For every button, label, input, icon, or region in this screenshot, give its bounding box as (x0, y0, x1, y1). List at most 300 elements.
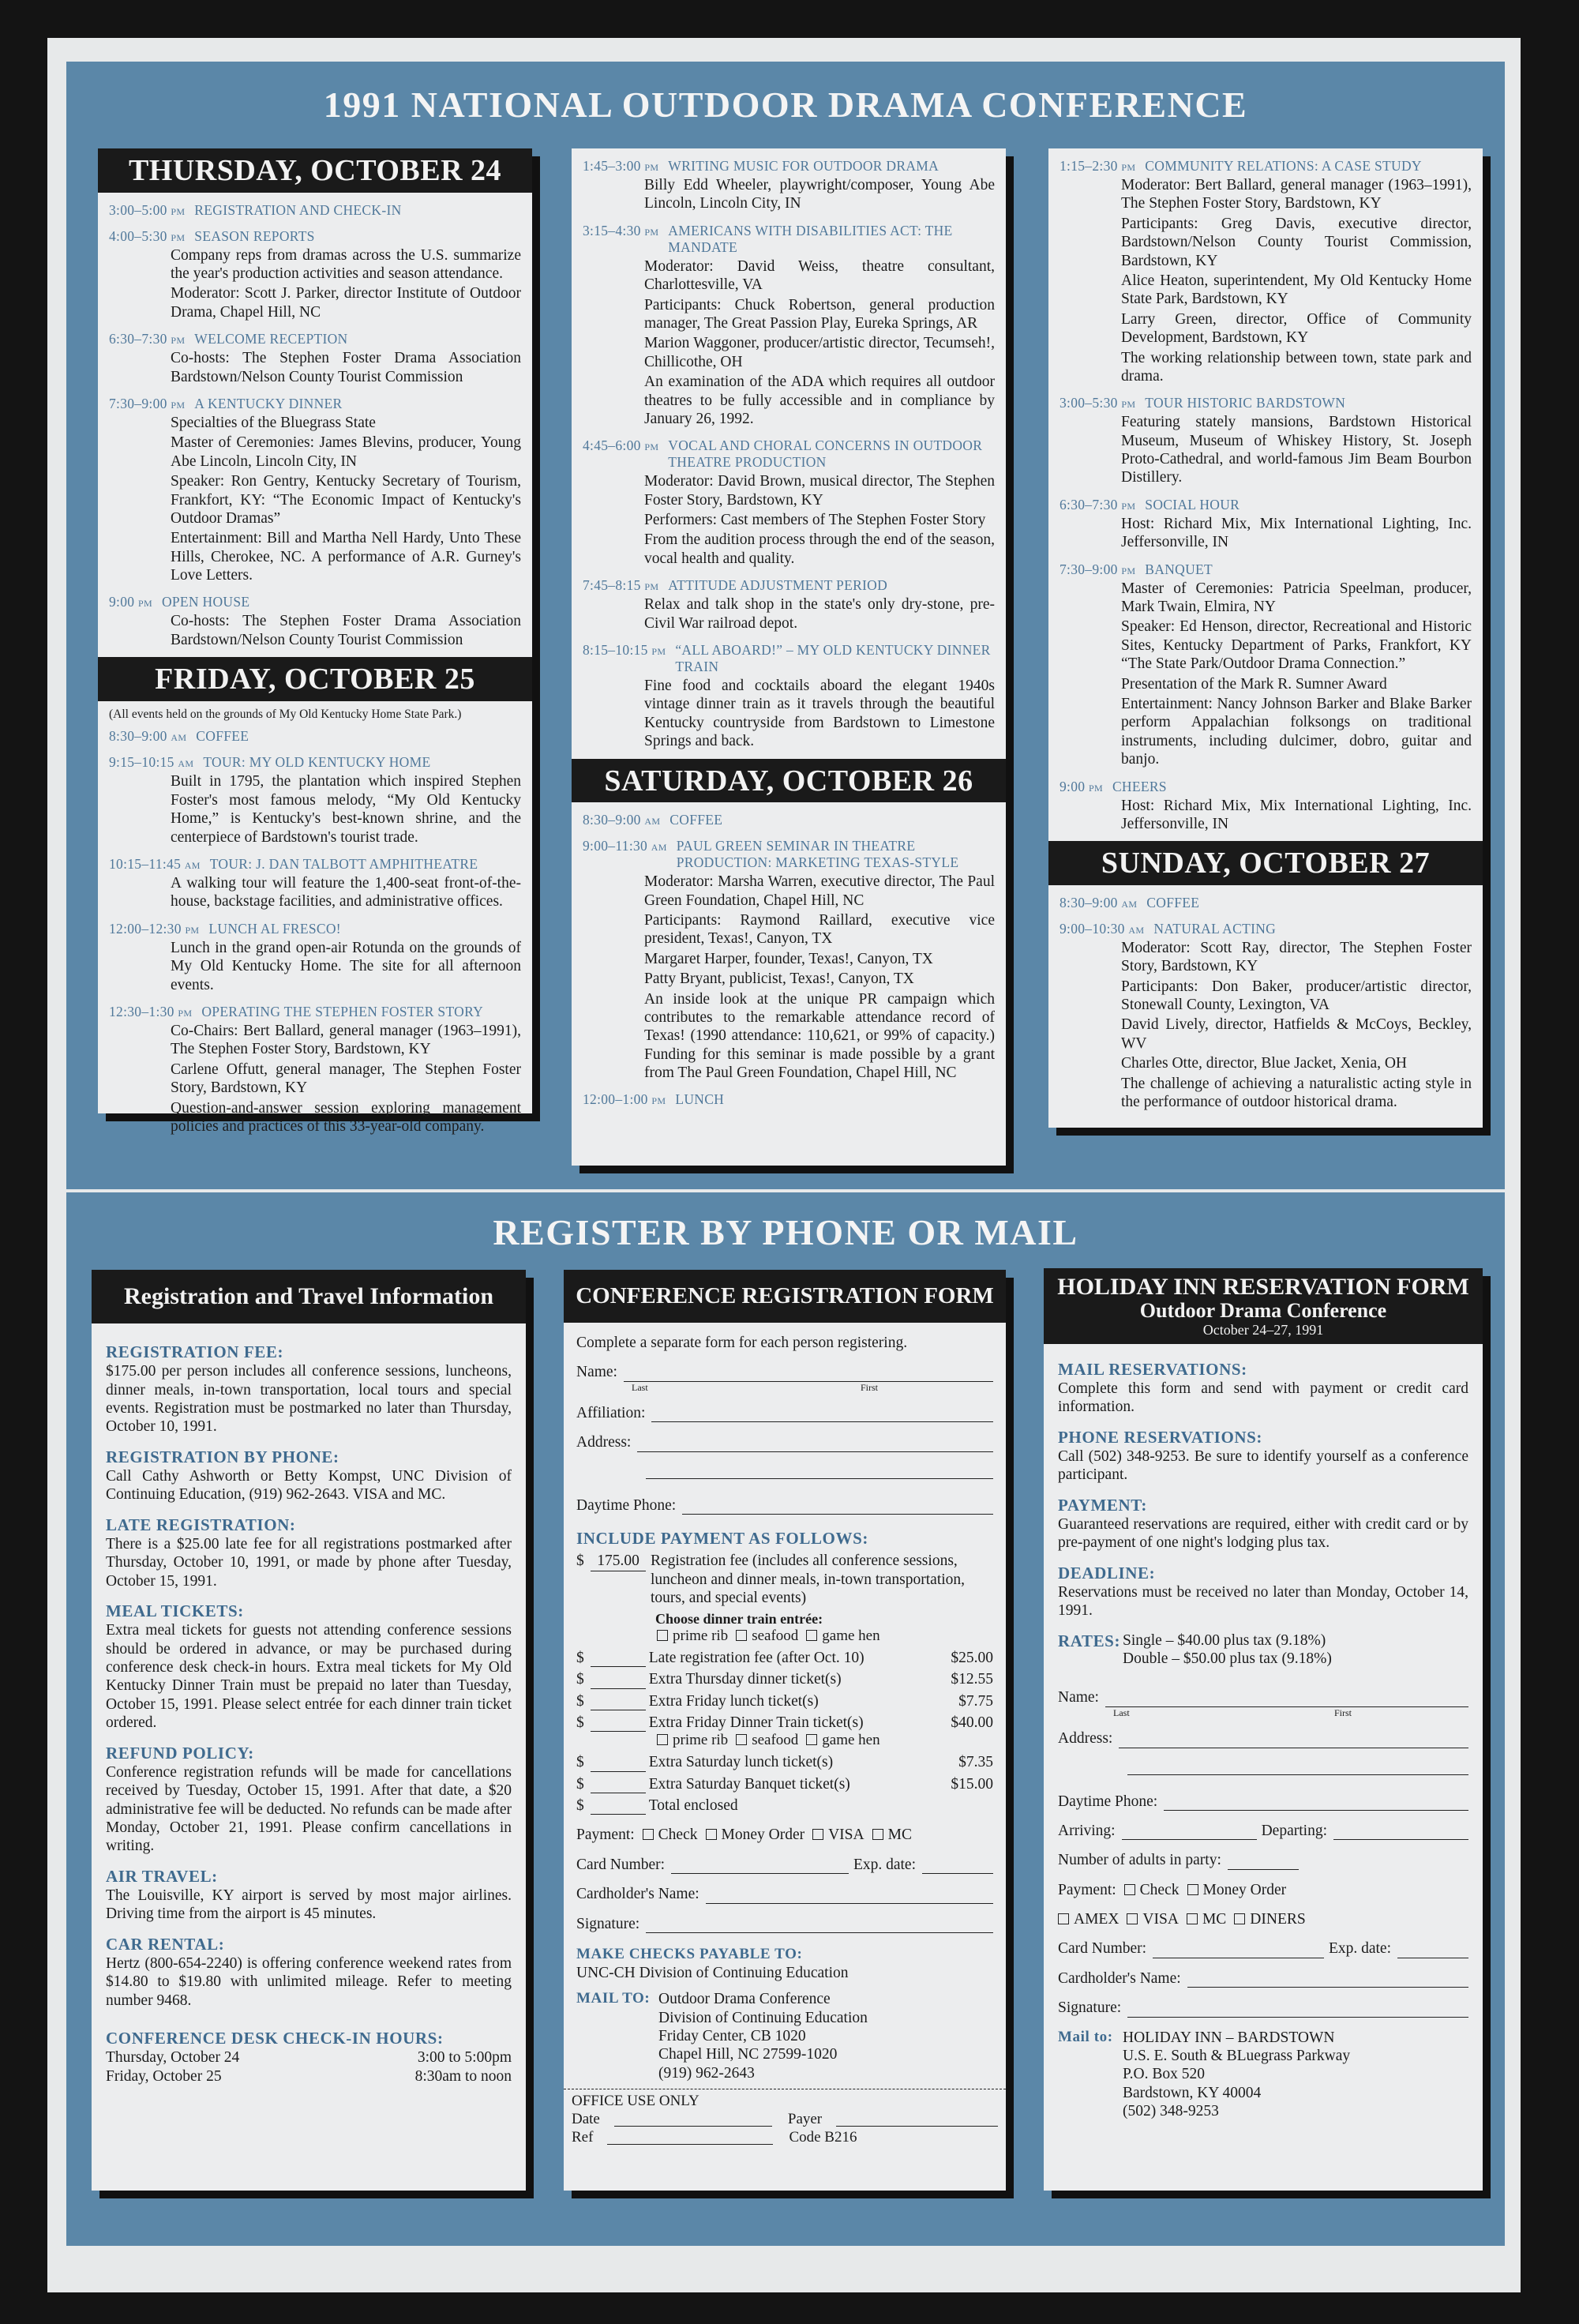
hotel-card-label: Card Number: (1058, 1940, 1147, 1958)
conference-registration-form: CONFERENCE REGISTRATION FORM Complete a separate form for each person registering. Name: Last First Affiliation: Address: Daytime Phone: INCLUDE PAYMENT AS FOLLOWS: $ 175.00 Registration fee (includes all conference sessions, luncheon and dinner meals, in-town transportation, tours, and special events) Choose dinner train entrée: prime rib seafood game hen $ Late registration fee (after Oct. 10) $25.00 $ Extra Thursday dinner ticket(s) $12.55 $ Extra Friday lunch ticket(s) $7.75 $ Extra Friday Dinner Train ticket(s) $40.00 prime rib seafood game hen $ Extra Saturday lunch ticket(s) $7.35 $ Extra Saturday Banquet ticket(s) $15.00 $ Total enclosed Payment: Check Money Order VISA MC Card Number: Exp. date: Cardholder's Name: Signature: MAKE CHECKS PAYABLE TO: UNC-CH Division of Continuing Education MAIL TO: Outdoor Drama Conference Division of Continuing Education Friday Center, CB 1020 Chapel Hill, NC 27599-1020 (919) 962-2643 OFFICE USE ONLY Date Payer Ref Code B216 (564, 1270, 1006, 2191)
ref-field[interactable] (607, 2129, 773, 2145)
schedule-event (1048, 560, 1483, 777)
event-time: 7:30–9:00 pm (1060, 561, 1136, 577)
event-body (583, 472, 995, 568)
schedule-event (572, 221, 1006, 437)
address-label: Address: (576, 1434, 632, 1451)
checkbox-label: prime rib (673, 1628, 729, 1645)
price-desc: Extra Friday lunch ticket(s) (648, 1692, 819, 1710)
event-heading (1060, 158, 1472, 175)
dollar-sign: $ (576, 1797, 584, 1815)
last-sublabel: Last (632, 1381, 648, 1393)
event-detail: Presentation of the Mark R. Sumner Award (1121, 675, 1387, 693)
amount-field[interactable] (591, 1673, 646, 1689)
event-title: TOUR: J. DAN TALBOTT AMPHITHEATRE (209, 855, 478, 872)
holder-field[interactable] (706, 1888, 993, 1904)
price-desc: Late registration fee (after Oct. 10) (648, 1649, 865, 1666)
conference-title: 1991 NATIONAL OUTDOOR DRAMA CONFERENCE (323, 84, 1248, 125)
dollar-sign: $ (576, 1649, 584, 1666)
event-time: 9:00–11:30 am (583, 838, 667, 854)
payer-field[interactable] (836, 2111, 998, 2127)
event-detail: Lunch in the grand open-air Rotunda on the grounds of My Old Kentucky Home. The site for all afternoon events. (171, 939, 521, 993)
event-detail: Host: Richard Mix, Mix International Lighting, Inc. Jeffersonville, IN (1121, 515, 1472, 551)
section-label: MAIL RESERVATIONS: (1058, 1359, 1247, 1379)
hotel-holder-label: Cardholder's Name: (1058, 1969, 1181, 1987)
hotel-address-field-2[interactable] (1127, 1759, 1468, 1775)
event-title: OPERATING THE STEPHEN FOSTER STORY (201, 1003, 484, 1019)
checks-to: UNC-CH Division of Continuing Education (576, 1964, 849, 1981)
entree-options (576, 1628, 993, 1646)
checkin-list (106, 2048, 512, 2086)
price-row (576, 1649, 993, 1667)
event-list (1048, 148, 1483, 841)
event-heading (109, 202, 521, 219)
schedule-event (98, 919, 532, 1002)
event-heading (583, 1091, 995, 1108)
text-line: Single – $40.00 plus tax (9.18%) (1123, 1631, 1326, 1649)
holder-label: Cardholder's Name: (576, 1886, 699, 1903)
price-desc: Total enclosed (648, 1797, 738, 1815)
checkbox[interactable] (1234, 1913, 1245, 1924)
event-detail: Larry Green, director, Office of Community Development, Bardstown, KY (1121, 310, 1472, 347)
adults-field[interactable] (1228, 1854, 1299, 1870)
event-detail: Co-Chairs: Bert Ballard, general manager (1963–1991), The Stephen Foster Story, Bardstown, KY (171, 1022, 521, 1058)
event-detail: Entertainment: Bill and Martha Nell Hardy, Unto These Hills, Cherokee, NC. A performance of A.R. Gurney's Love Letters. (171, 530, 521, 584)
event-title: WELCOME RECEPTION (194, 331, 348, 347)
event-time: 9:00 pm (1060, 778, 1103, 794)
checkin-hours: 8:30am to noon (414, 2067, 512, 2085)
date-field[interactable] (614, 2111, 772, 2127)
section-text: Conference registration refunds will be made for cancellations received by Tuesday, October 15, 1991. After that date, a $20 administrative fee will be deducted. No refunds can be made after Monday, October 21, 1991. Please confirm cancellations in writing. (106, 1763, 512, 1855)
event-time: 1:15–2:30 pm (1060, 158, 1136, 174)
event-detail: Performers: Cast members of The Stephen Foster Story (644, 512, 986, 529)
event-time: 9:00–10:30 am (1060, 920, 1145, 937)
event-body (109, 772, 521, 847)
mail-lines (658, 1990, 868, 2082)
date-label: Date (572, 2110, 600, 2127)
hotel-name-field[interactable] (1105, 1691, 1468, 1707)
event-detail: Moderator: David Brown, musical director, The Stephen Foster Story, Bardstown, KY (644, 473, 995, 509)
schedule-event (1048, 393, 1483, 495)
event-body (109, 246, 521, 322)
hotel-signature-field[interactable] (1127, 2002, 1468, 2018)
checkbox[interactable] (806, 1630, 817, 1641)
event-title: SOCIAL HOUR (1145, 496, 1240, 512)
day-header-thursday: THURSDAY, OCTOBER 24 (98, 148, 532, 193)
event-heading (583, 577, 995, 594)
event-title: PAUL GREEN SEMINAR IN THEATRE PRODUCTION: MARKETING TEXAS-STYLE (676, 838, 959, 871)
event-body (109, 349, 521, 386)
card-field[interactable] (671, 1858, 849, 1874)
mail-label: MAIL TO: (576, 1990, 651, 2007)
hotel-holder-field[interactable] (1187, 1972, 1468, 1988)
event-detail: Patty Bryant, publicist, Texas!, Canyon, TX (644, 971, 914, 988)
amount-field[interactable] (591, 1651, 646, 1667)
hotel-address-label: Address: (1058, 1730, 1113, 1748)
event-time: 8:15–10:15 pm (583, 642, 666, 659)
event-detail: David Lively, director, Hatfields & McCoys, Beckley, WV (1121, 1016, 1472, 1052)
event-title: COMMUNITY RELATIONS: A CASE STUDY (1145, 158, 1422, 174)
event-detail: Built in 1795, the plantation which inspired Stephen Foster's most famous melody, “My Old Kentucky Home,” is Kentucky's best-known shrine, and the centerpiece of Bardstown's tourist trade. (171, 773, 521, 846)
event-detail: Master of Ceremonies: James Blevins, producer, Young Abe Lincoln, Lincoln City, IN (171, 434, 521, 470)
dollar-sign: $ (576, 1692, 584, 1710)
checkbox[interactable] (1187, 1913, 1198, 1924)
checkbox[interactable] (706, 1829, 717, 1840)
hotel-reservation-form (1044, 1268, 1483, 2191)
event-title: COFFEE (1146, 894, 1200, 910)
event-heading (109, 754, 521, 771)
hotel-payment-label: Payment: (1058, 1881, 1116, 1898)
amount-field[interactable] (591, 1716, 646, 1732)
hotel-phone-field[interactable] (1164, 1795, 1468, 1811)
event-time: 8:30–9:00 am (583, 812, 661, 828)
event-time: 3:00–5:00 pm (109, 201, 186, 218)
event-title: AMERICANS WITH DISABILITIES ACT: THE MANDATE (668, 222, 953, 255)
event-detail: Marion Waggoner, producer/artistic director, Tecumseh!, Chillicothe, OH (644, 335, 995, 370)
event-body (109, 939, 521, 994)
hotel-card-options (1050, 1910, 1306, 1928)
checkbox-label: prime rib (673, 1732, 729, 1749)
text-line: Bardstown, KY 40004 (1123, 2084, 1262, 2101)
checkbox-label: MC (887, 1827, 912, 1844)
section-text: Call Cathy Ashworth or Betty Kompst, UNC Division of Continuing Education, (919) 962-2643. VISA and MC. (106, 1467, 512, 1504)
dollar-sign: $ (576, 1775, 584, 1793)
event-detail: An inside look at the unique PR campaign which contributes to the remarkable attendance record of Texas! (1990 attendance: 110,621, or 99% of capacity.) Funding for this seminar is made possible by a grant from The Paul Green Foundation, Chapel Hill, NC (644, 990, 995, 1082)
event-detail: Moderator: Scott Ray, director, The Stephen Foster Story, Bardstown, KY (1121, 939, 1472, 975)
hotel-exp-label: Exp. date: (1328, 1940, 1391, 1958)
hotel-title: HOLIDAY INN RESERVATION FORM (1057, 1274, 1469, 1300)
hotel-sections (1058, 1360, 1468, 1620)
price-row (576, 1775, 993, 1793)
event-heading (109, 921, 521, 937)
schedule-column-2 (572, 148, 1006, 1166)
text-line: HOLIDAY INN – BARDSTOWN (1123, 2029, 1335, 2046)
event-detail: Participants: Greg Davis, executive director, Bardstown/Nelson County Tourist Commission, Bardstown, KY (1121, 215, 1472, 269)
event-detail: Speaker: Ed Henson, director, Recreational and Historic Sites, Kentucky Department of Parks, Frankfort, KY “The State Park/Outdoor Drama Connection.” (1121, 618, 1472, 673)
event-time: 4:00–5:30 pm (109, 227, 186, 244)
event-body (583, 595, 995, 633)
name-field[interactable] (624, 1366, 993, 1382)
info-header: Registration and Travel Information (92, 1270, 526, 1323)
payment-options (635, 1826, 912, 1844)
day-header-sunday: SUNDAY, OCTOBER 27 (1048, 841, 1483, 885)
phone-label: Daytime Phone: (576, 1496, 677, 1514)
event-detail: The challenge of achieving a naturalistic acting style in the performance of outdoor historical drama. (1121, 1075, 1472, 1111)
checkin-label: CONFERENCE DESK CHECK-IN HOURS: (106, 2029, 444, 2048)
event-detail: Question-and-answer session exploring management policies and practices of this 33-year-old company. (171, 1099, 521, 1135)
checkbox[interactable] (872, 1829, 883, 1840)
event-title: REGISTRATION AND CHECK-IN (194, 201, 402, 218)
signature-label: Signature: (576, 1915, 640, 1932)
dollar-sign: $ (576, 1714, 584, 1732)
schedule-event (98, 753, 532, 854)
hotel-dates: October 24–27, 1991 (1202, 1322, 1324, 1338)
event-title: COFFEE (196, 728, 249, 745)
event-title: TOUR: MY OLD KENTUCKY HOME (203, 754, 431, 771)
checkbox-label: VISA (828, 1827, 865, 1844)
schedule-event (572, 640, 1006, 759)
address-field[interactable] (637, 1436, 993, 1452)
first-sublabel: First (861, 1381, 879, 1393)
schedule-event (1048, 495, 1483, 560)
amount-field[interactable] (591, 1799, 646, 1815)
event-body (1060, 797, 1472, 834)
event-body (583, 176, 995, 213)
event-heading (109, 728, 521, 745)
event-detail: Moderator: Scott J. Parker, director Institute of Outdoor Drama, Chapel Hill, NC (171, 285, 521, 321)
text-line: U.S. E. South & BLuegrass Parkway (1123, 2048, 1351, 2065)
section-label: REFUND POLICY: (106, 1743, 254, 1763)
reg-form-header: CONFERENCE REGISTRATION FORM (564, 1270, 1006, 1323)
price-value: $7.35 (958, 1754, 993, 1771)
amount-field[interactable] (591, 1695, 646, 1710)
event-detail: A walking tour will feature the 1,400-seat front-of-the-house, backstage facilities, and administrative offices. (171, 874, 521, 910)
schedule-event (1048, 919, 1483, 1120)
event-list (98, 726, 532, 1143)
schedule-event (98, 227, 532, 330)
event-detail: Fine food and cocktails aboard the elegant 1940s vintage dinner train as it travels through the beautiful Kentucky countryside from Bardstown to Limestone Springs and back. (644, 678, 995, 750)
schedule-column-3 (1048, 148, 1483, 1128)
payment-label: Payment: (576, 1827, 635, 1844)
dollar-sign: $ (576, 1754, 584, 1771)
event-detail: Moderator: Marsha Warren, executive director, The Paul Green Foundation, Chapel Hill, NC (644, 873, 995, 909)
event-time: 7:45–8:15 pm (583, 577, 659, 594)
section-text: Guaranteed reservations are required, either with credit card or by pre-payment of one night's lodging plus tax. (1058, 1515, 1468, 1552)
text-line: Division of Continuing Education (658, 2009, 868, 2026)
hotel-last-sublabel: Last (1113, 1706, 1130, 1718)
event-detail: Master of Ceremonies: Patricia Speelman, producer, Mark Twain, Elmira, NY (1121, 580, 1472, 616)
checks-label: MAKE CHECKS PAYABLE TO: (576, 1945, 803, 1962)
event-time: 12:00–12:30 pm (109, 920, 200, 937)
section-text: The Louisville, KY airport is served by most major airlines. Driving time from the airport is 45 minutes. (106, 1887, 512, 1923)
exp-field[interactable] (922, 1858, 993, 1874)
event-detail: Participants: Raymond Raillard, executive vice president, Texas!, Canyon, TX (644, 911, 995, 948)
price-value: $40.00 (951, 1714, 993, 1732)
checkbox[interactable] (657, 1734, 668, 1745)
text-line: (502) 348-9253 (1123, 2103, 1219, 2120)
section-text: Extra meal tickets for guests not attending conference sessions should be ordered in advance, or may be purchased during conference desk check-in hours. Extra meal tickets for My Old Kentucky Dinner Train must be prepaid no later than Tuesday, October 15, 1991. Please select entrée for each dinner train ticket ordered. (106, 1622, 512, 1732)
event-time: 4:45–6:00 pm (583, 437, 659, 454)
checkbox[interactable] (812, 1829, 823, 1840)
event-body (1060, 515, 1472, 552)
event-detail: Moderator: David Weiss, theatre consultant, Charlottesville, VA (644, 257, 995, 294)
event-body (583, 873, 995, 1082)
event-heading (109, 856, 521, 873)
event-time: 6:30–7:30 pm (1060, 496, 1136, 512)
price-desc: Extra Saturday lunch ticket(s) (648, 1754, 834, 1771)
section-text: There is a $25.00 late fee for all registrations postmarked after Thursday, October 10, 1991, or made by phone after Tuesday, October 15, 1991. (106, 1535, 512, 1590)
price-row (576, 1670, 993, 1688)
hotel-phone-label: Daytime Phone: (1058, 1793, 1158, 1810)
event-title: NATURAL ACTING (1153, 920, 1277, 937)
price-row (576, 1714, 993, 1732)
event-time: 3:15–4:30 pm (583, 222, 659, 238)
event-detail: Co-hosts: The Stephen Foster Drama Association Bardstown/Nelson County Tourist Commission (171, 350, 521, 385)
event-time: 9:00 pm (109, 594, 152, 610)
checkbox[interactable] (643, 1829, 654, 1840)
event-detail: Charles Otte, director, Blue Jacket, Xenia, OH (1121, 1055, 1408, 1072)
hotel-mail-lines (1123, 2029, 1350, 2121)
checkbox[interactable] (1124, 1884, 1135, 1895)
checkin-day: Friday, October 25 (106, 2067, 222, 2085)
text-line: Friday Center, CB 1020 (658, 2027, 806, 2044)
event-detail: Alice Heaton, superintendent, My Old Kentucky Home State Park, Bardstown, KY (1121, 272, 1472, 308)
event-detail: Relax and talk shop in the state's only dry-stone, pre-Civil War railroad depot. (644, 596, 995, 632)
hotel-signature-label: Signature: (1058, 1999, 1122, 2017)
event-heading (1060, 779, 1472, 795)
affiliation-label: Affiliation: (576, 1404, 646, 1421)
schedule-event (572, 436, 1006, 576)
reg-fee-amount[interactable]: 175.00 (591, 1552, 646, 1571)
section-text: $175.00 per person includes all conference sessions, luncheons, dinner meals, in-town transportation, local tours and special events. Registration must be postmarked no later than Thursday, October 10, 1991. (106, 1363, 512, 1436)
checkbox[interactable] (806, 1734, 817, 1745)
event-detail: An examination of the ADA which requires all outdoor theatres to be fully accessible and in compliance by January 26, 1992. (644, 374, 995, 427)
entree-options-2 (576, 1732, 993, 1750)
schedule-event (98, 329, 532, 394)
arriving-field[interactable] (1122, 1824, 1257, 1840)
event-heading (1060, 561, 1472, 578)
event-list (572, 148, 1006, 759)
price-row (576, 1797, 993, 1815)
section-label: MEAL TICKETS: (106, 1601, 244, 1621)
event-heading (583, 812, 995, 828)
checkbox[interactable] (736, 1630, 747, 1641)
event-heading (1060, 895, 1472, 911)
amount-field[interactable] (591, 1756, 646, 1772)
card-label: Card Number: (576, 1856, 666, 1873)
price-value: $15.00 (951, 1775, 993, 1793)
event-detail: Entertainment: Nancy Johnson Barker and Blake Barker perform Appalachian folksongs on traditional instruments, including dulcimer, dobro, guitar and banjo. (1121, 695, 1472, 768)
event-heading (1060, 395, 1472, 411)
checkbox-label: DINERS (1250, 1911, 1306, 1928)
checkbox[interactable] (657, 1630, 668, 1641)
event-detail: Specialties of the Bluegrass State (171, 414, 376, 431)
event-list (98, 193, 532, 658)
price-value: $7.75 (958, 1692, 993, 1710)
event-time: 3:00–5:30 pm (1060, 395, 1136, 411)
section-text: Hertz (800-654-2240) is offering conference weekend rates from $14.80 to $19.80 with unlimited mileage. Refer to meeting number 9468. (106, 1954, 512, 2009)
hotel-name-label: Name: (1058, 1689, 1099, 1706)
price-items (576, 1649, 993, 1733)
event-body (109, 874, 521, 911)
departing-field[interactable] (1333, 1824, 1468, 1840)
friday-note: (All events held on the grounds of My Old Kentucky Home State Park.) (109, 707, 462, 721)
price-desc: Extra Thursday dinner ticket(s) (648, 1671, 842, 1688)
section-label: CAR RENTAL: (106, 1934, 225, 1954)
event-detail: Moderator: Bert Ballard, general manager (1963–1991), The Stephen Foster Story, Bardstown, KY (1121, 177, 1472, 212)
event-body (583, 677, 995, 751)
checkbox-label: Money Order (721, 1827, 805, 1844)
schedule-event (98, 201, 532, 227)
schedule-event (1048, 156, 1483, 393)
event-detail: Participants: Chuck Robertson, general production manager, The Great Passion Play, Eureka Springs, AR (644, 296, 995, 332)
code-label: Code B216 (789, 2128, 857, 2146)
event-body (583, 257, 995, 429)
affiliation-field[interactable] (651, 1406, 993, 1422)
day-header-friday: FRIDAY, OCTOBER 25 (98, 657, 532, 701)
hotel-subtitle: Outdoor Drama Conference (1139, 1298, 1387, 1322)
checkbox[interactable] (1058, 1913, 1069, 1924)
event-detail: Co-hosts: The Stephen Foster Drama Association Bardstown/Nelson County Tourist Commission (171, 613, 521, 648)
event-time: 12:30–1:30 pm (109, 1003, 193, 1019)
phone-field[interactable] (682, 1499, 993, 1515)
rates-list (1123, 1631, 1332, 1669)
section-label: PHONE RESERVATIONS: (1058, 1427, 1263, 1447)
event-body (109, 612, 521, 649)
checkbox[interactable] (1187, 1884, 1198, 1895)
event-detail: Host: Richard Mix, Mix International Lighting, Inc. Jeffersonville, IN (1121, 797, 1472, 832)
section-label: REGISTRATION FEE: (106, 1342, 284, 1361)
register-title: REGISTER BY PHONE OR MAIL (493, 1212, 1078, 1252)
registration-panel (66, 1192, 1505, 2246)
schedule-event (572, 836, 1006, 1090)
schedule-event (98, 726, 532, 753)
text-line: (919) 962-2643 (658, 2064, 755, 2082)
checkin-row (106, 2048, 512, 2067)
event-time: 7:30–9:00 pm (109, 395, 186, 411)
event-detail: Carlene Offutt, general manager, The Stephen Foster Story, Bardstown, KY (171, 1061, 521, 1097)
event-body (109, 1022, 521, 1136)
event-title: LUNCH AL FRESCO! (208, 920, 341, 937)
event-title: “ALL ABOARD!” – MY OLD KENTUCKY DINNER TRAIN (675, 642, 991, 675)
hotel-address-field[interactable] (1119, 1733, 1468, 1748)
event-time: 10:15–11:45 am (109, 855, 201, 872)
event-title: OPEN HOUSE (161, 594, 250, 610)
checkin-row (106, 2067, 512, 2086)
signature-field[interactable] (646, 1917, 993, 1933)
rates-label: RATES: (1058, 1631, 1121, 1650)
event-body (1060, 176, 1472, 385)
event-time: 6:30–7:30 pm (109, 331, 186, 347)
event-body (1060, 413, 1472, 487)
amount-field[interactable] (591, 1778, 646, 1793)
payer-label: Payer (787, 2110, 823, 2127)
event-heading (109, 594, 521, 610)
schedule-event (1048, 777, 1483, 842)
checkbox[interactable] (1127, 1913, 1138, 1924)
event-title: WRITING MUSIC FOR OUTDOOR DRAMA (668, 158, 940, 174)
checkbox-label: seafood (752, 1628, 799, 1645)
brochure-page (47, 38, 1521, 2292)
price-value: $12.55 (951, 1671, 993, 1688)
event-heading (583, 838, 995, 871)
checkbox-label: seafood (752, 1732, 799, 1749)
checkbox-label: Check (1139, 1881, 1180, 1898)
event-title: LUNCH (675, 1091, 725, 1108)
event-title: SEASON REPORTS (194, 227, 315, 244)
price-value: $25.00 (951, 1649, 993, 1666)
event-title: ATTITUDE ADJUSTMENT PERIOD (668, 577, 888, 594)
hotel-exp-field[interactable] (1397, 1943, 1468, 1958)
event-body (1060, 580, 1472, 769)
event-time: 1:45–3:00 pm (583, 158, 659, 174)
address-field-2[interactable] (646, 1463, 993, 1479)
section-label: LATE REGISTRATION: (106, 1515, 296, 1534)
hotel-card-field[interactable] (1153, 1943, 1324, 1958)
checkbox-label: game hen (822, 1732, 880, 1749)
text-line: Double – $50.00 plus tax (9.18%) (1123, 1650, 1332, 1667)
section-label: REGISTRATION BY PHONE: (106, 1447, 339, 1466)
event-list (1048, 885, 1483, 1120)
name-label: Name: (576, 1364, 617, 1381)
event-detail: Participants: Don Baker, producer/artistic director, Stonewall County, Lexington, VA (1121, 978, 1472, 1014)
checkbox-label: Check (658, 1827, 698, 1844)
adults-label: Number of adults in party: (1058, 1852, 1221, 1869)
checkbox-label: AMEX (1074, 1911, 1120, 1928)
checkbox[interactable] (736, 1734, 747, 1745)
event-body (1060, 939, 1472, 1112)
event-heading (583, 437, 995, 471)
